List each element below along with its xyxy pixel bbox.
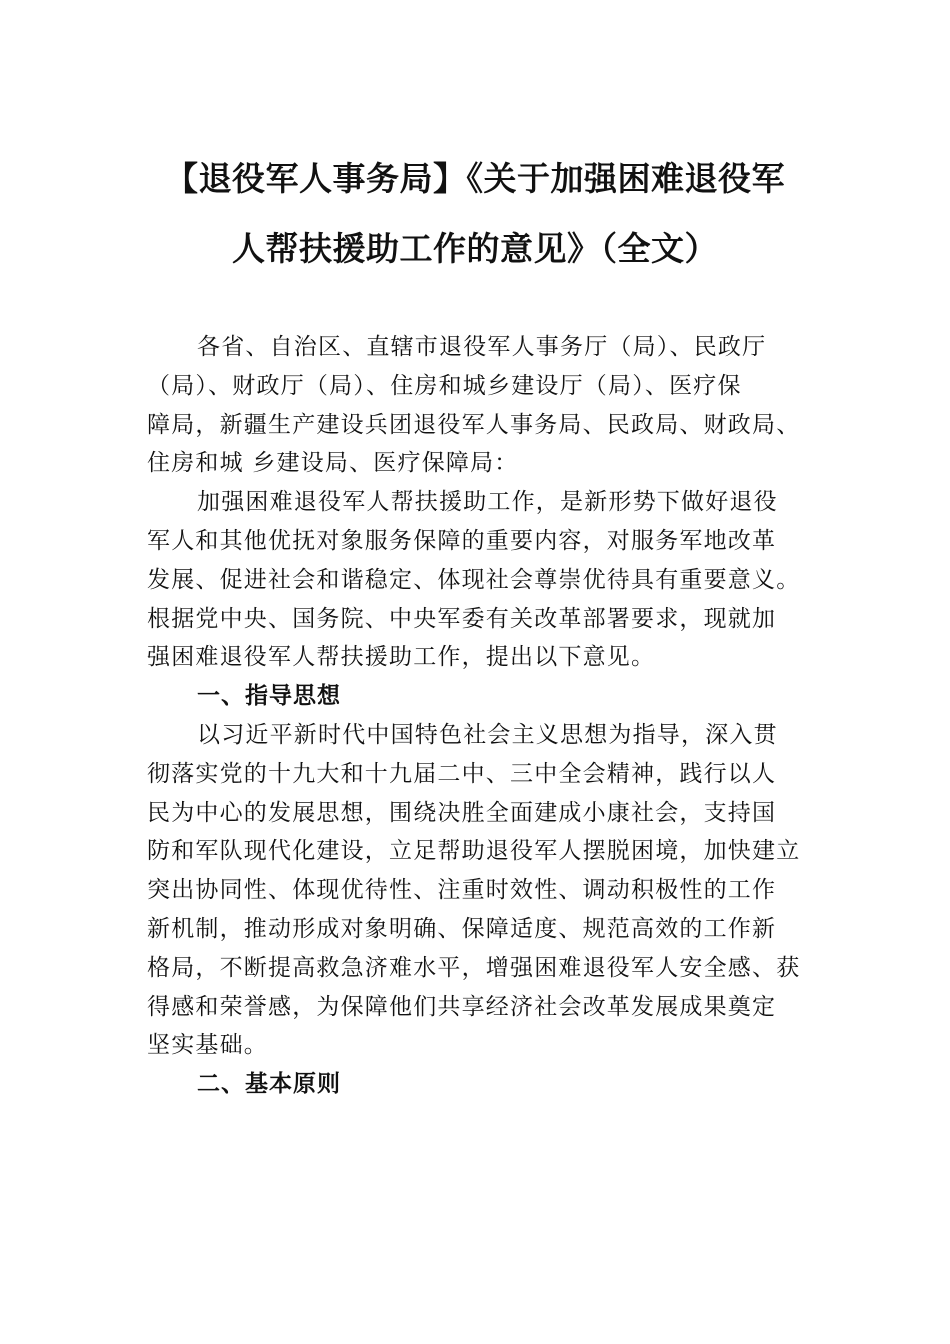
- body-line-intro: 强困难退役军人帮扶援助工作，提出以下意见。: [147, 644, 656, 671]
- body-line-intro: 军人和其他优抚对象服务保障的重要内容，对服务军地改革: [147, 527, 777, 554]
- body-line-intro: 根据党中央、国务院、中央军委有关改革部署要求，现就加: [147, 605, 777, 632]
- body-line-guiding-ideology: 民为中心的发展思想，围绕决胜全面建成小康社会，支持国: [147, 799, 777, 826]
- body-line-intro: 发展、促进社会和谐稳定、体现社会尊崇优待具有重要意义。: [147, 566, 801, 593]
- body-line-intro: 加强困难退役军人帮扶援助工作，是新形势下做好退役: [197, 489, 778, 516]
- body-line-addressee: （局）、财政厅（局）、住房和城乡建设厅（局）、医疗保: [147, 372, 742, 399]
- body-line-addressee: 住房和城 乡建设局、医疗保障局：: [147, 450, 519, 477]
- section-heading-basic-principles: 二、基本原则: [197, 1071, 341, 1098]
- body-line-guiding-ideology: 格局，不断提高救急济难水平，增强困难退役军人安全感、获: [147, 954, 801, 981]
- body-line-guiding-ideology: 新机制，推动形成对象明确、保障适度、规范高效的工作新: [147, 915, 777, 942]
- body-line-guiding-ideology: 得感和荣誉感，为保障他们共享经济社会改革发展成果奠定: [147, 993, 777, 1020]
- document-body: [147, 328, 827, 1104]
- body-line-guiding-ideology: 防和军队现代化建设，立足帮助退役军人摆脱困境，加快建立: [147, 838, 801, 865]
- body-line-guiding-ideology: 坚实基础。: [147, 1032, 268, 1059]
- document-title-line-2: 人帮扶援助工作的意见》（全文）: [232, 229, 718, 268]
- section-heading-guiding-ideology: 一、指导思想: [197, 683, 341, 710]
- document-title-line-1: 【退役军人事务局】《关于加强困难退役军: [165, 159, 785, 198]
- body-line-addressee: 障局，新疆生产建设兵团退役军人事务局、民政局、财政局、: [147, 411, 801, 438]
- body-line-guiding-ideology: 以习近平新时代中国特色社会主义思想为指导，深入贯: [197, 721, 778, 748]
- body-line-addressee: 各省、自治区、直辖市退役军人事务厅（局）、民政厅: [197, 334, 767, 360]
- body-line-guiding-ideology: 突出协同性、体现优待性、注重时效性、调动积极性的工作: [147, 877, 777, 904]
- body-line-guiding-ideology: 彻落实党的十九大和十九届二中、三中全会精神，践行以人: [147, 760, 777, 787]
